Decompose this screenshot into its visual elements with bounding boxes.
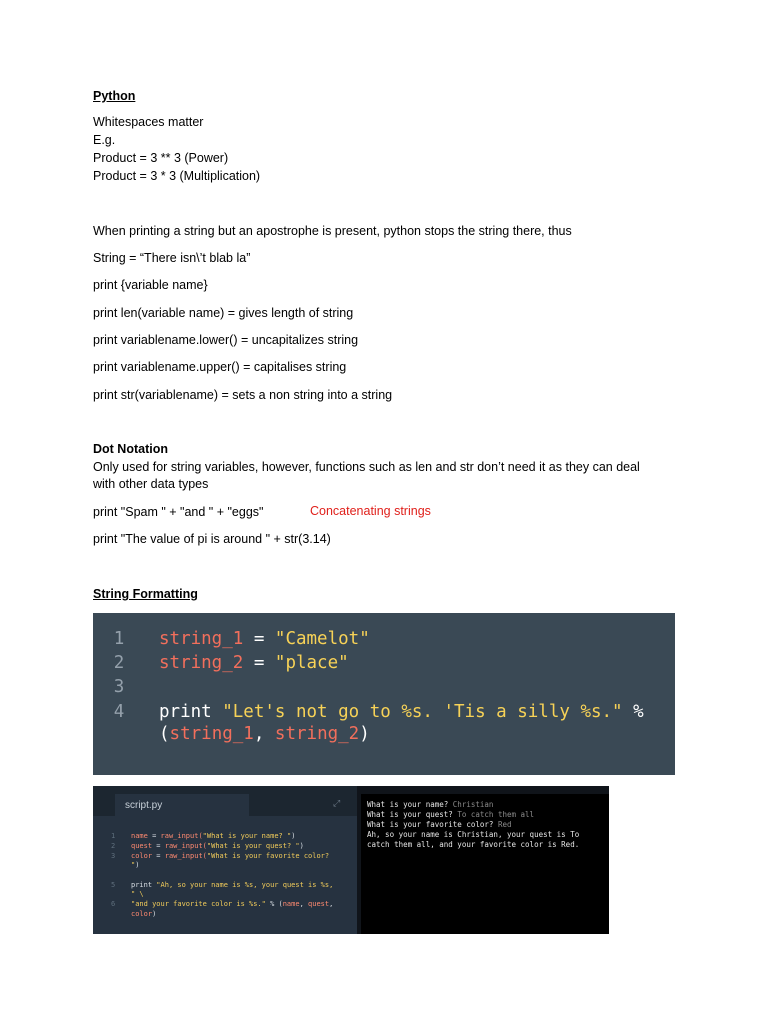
code-token: =	[152, 842, 165, 850]
heading-python: Python	[93, 89, 136, 103]
code-token: quest	[308, 900, 330, 908]
terminal-input: To catch them all	[457, 810, 535, 819]
code-block	[93, 613, 675, 775]
editor-screenshot	[93, 786, 609, 934]
code-token: "place"	[274, 653, 349, 673]
line-number: 3	[111, 852, 116, 860]
code-token: "Camelot"	[274, 629, 370, 649]
code-token: %	[622, 702, 644, 722]
text-print-str: print str(variablename) = sets a non string into a string	[93, 388, 393, 402]
code-token: ,	[299, 900, 309, 908]
expand-icon[interactable]: ⤢	[333, 798, 341, 808]
line-number: 2	[113, 653, 125, 673]
line-number: 5	[111, 881, 116, 889]
code-token: ,	[253, 724, 275, 744]
code-token: (	[159, 724, 170, 744]
line-number: 6	[111, 900, 116, 908]
code-token: % (	[265, 900, 283, 908]
code-token: )	[299, 842, 304, 850]
text-apostrophe-note: When printing a string but an apostrophe is present, python stops the string there, thus	[93, 224, 572, 238]
text-print-pi: print "The value of pi is around " + str(3.14)	[93, 532, 331, 546]
terminal-line-4: Ah, so your name is Christian, your quest is To	[367, 830, 580, 839]
text-print-len: print len(variable name) = gives length of string	[93, 306, 354, 320]
code-token: color	[131, 910, 153, 918]
code-token: raw_input(	[160, 832, 203, 840]
code-token: "Ah, so your name is %s, your quest is %s,	[156, 881, 334, 889]
code-token: "What is your name? "	[202, 832, 292, 840]
line-number: 2	[111, 842, 116, 850]
line-number: 3	[113, 677, 125, 697]
terminal-prompt: What is your name?	[367, 800, 453, 809]
code-token: "Let's not go to %s. 'Tis a silly %s."	[222, 702, 623, 722]
text-print-upper: print variablename.upper() = capitalises string	[93, 360, 347, 374]
text-string-example: String = “There isn\’t blab la”	[93, 251, 251, 265]
editor-pane	[93, 786, 357, 934]
terminal-prompt: What is your favorite color?	[367, 820, 498, 829]
code-token: =	[243, 629, 275, 649]
text-concat-note: Concatenating strings	[310, 504, 431, 518]
terminal-line-3	[367, 820, 512, 830]
terminal-line-2	[367, 810, 534, 820]
code-token: string_1	[169, 724, 254, 744]
code-token: =	[147, 832, 161, 840]
code-token: quest	[131, 842, 153, 850]
terminal-input: Christian	[452, 800, 494, 809]
terminal-line-1	[367, 800, 493, 810]
code-token: =	[152, 852, 165, 860]
text-dot-desc-2: with other data types	[93, 477, 209, 491]
code-token: string_2	[274, 724, 360, 744]
code-token: =	[243, 653, 275, 673]
code-token: "What is your quest? "	[206, 842, 300, 850]
text-print-var: print {variable name}	[93, 278, 208, 292]
text-dot-desc-1: Only used for string variables, however, functions such as len and str don’t need it as they can deal	[93, 460, 640, 474]
code-token: "	[131, 861, 136, 869]
code-token: raw_input(	[164, 852, 207, 860]
text-product-power: Product = 3 ** 3 (Power)	[93, 151, 229, 165]
code-token: raw_input(	[164, 842, 207, 850]
line-number: 1	[111, 832, 116, 840]
text-eg: E.g.	[93, 133, 116, 147]
text-print-spam: print "Spam " + "and " + "eggs"	[93, 505, 264, 519]
code-token: print	[131, 881, 157, 889]
editor-tab-script[interactable]: script.py	[115, 794, 249, 820]
line-number: 1	[113, 629, 125, 649]
code-token: color	[131, 852, 153, 860]
code-token: string_2	[159, 653, 244, 673]
code-token: "and your favorite color is %s."	[131, 900, 266, 908]
code-token: name	[282, 900, 300, 908]
code-token: )	[291, 832, 296, 840]
code-token: ,	[329, 900, 334, 908]
terminal-input: Red	[497, 820, 512, 829]
code-token: )	[152, 910, 157, 918]
code-token: )	[359, 724, 370, 744]
text-product-mult: Product = 3 * 3 (Multiplication)	[93, 169, 261, 183]
code-token: )	[135, 861, 140, 869]
text-print-lower: print variablename.lower() = uncapitalizes string	[93, 333, 359, 347]
heading-string-formatting: String Formatting	[93, 587, 198, 601]
line-number: 4	[113, 702, 125, 722]
editor-tab-bar	[93, 786, 357, 816]
terminal-prompt: What is your quest?	[367, 810, 458, 819]
text-whitespace: Whitespaces matter	[93, 115, 204, 129]
terminal-output	[361, 794, 609, 934]
code-token: name	[131, 832, 148, 840]
code-token: " \	[131, 890, 144, 898]
terminal-line-5: catch them all, and your favorite color is Red.	[367, 840, 580, 849]
code-token: print	[159, 702, 223, 722]
code-token: string_1	[159, 629, 244, 649]
heading-dot-notation: Dot Notation	[93, 442, 168, 456]
code-token: "What is your favorite color?	[206, 852, 330, 860]
